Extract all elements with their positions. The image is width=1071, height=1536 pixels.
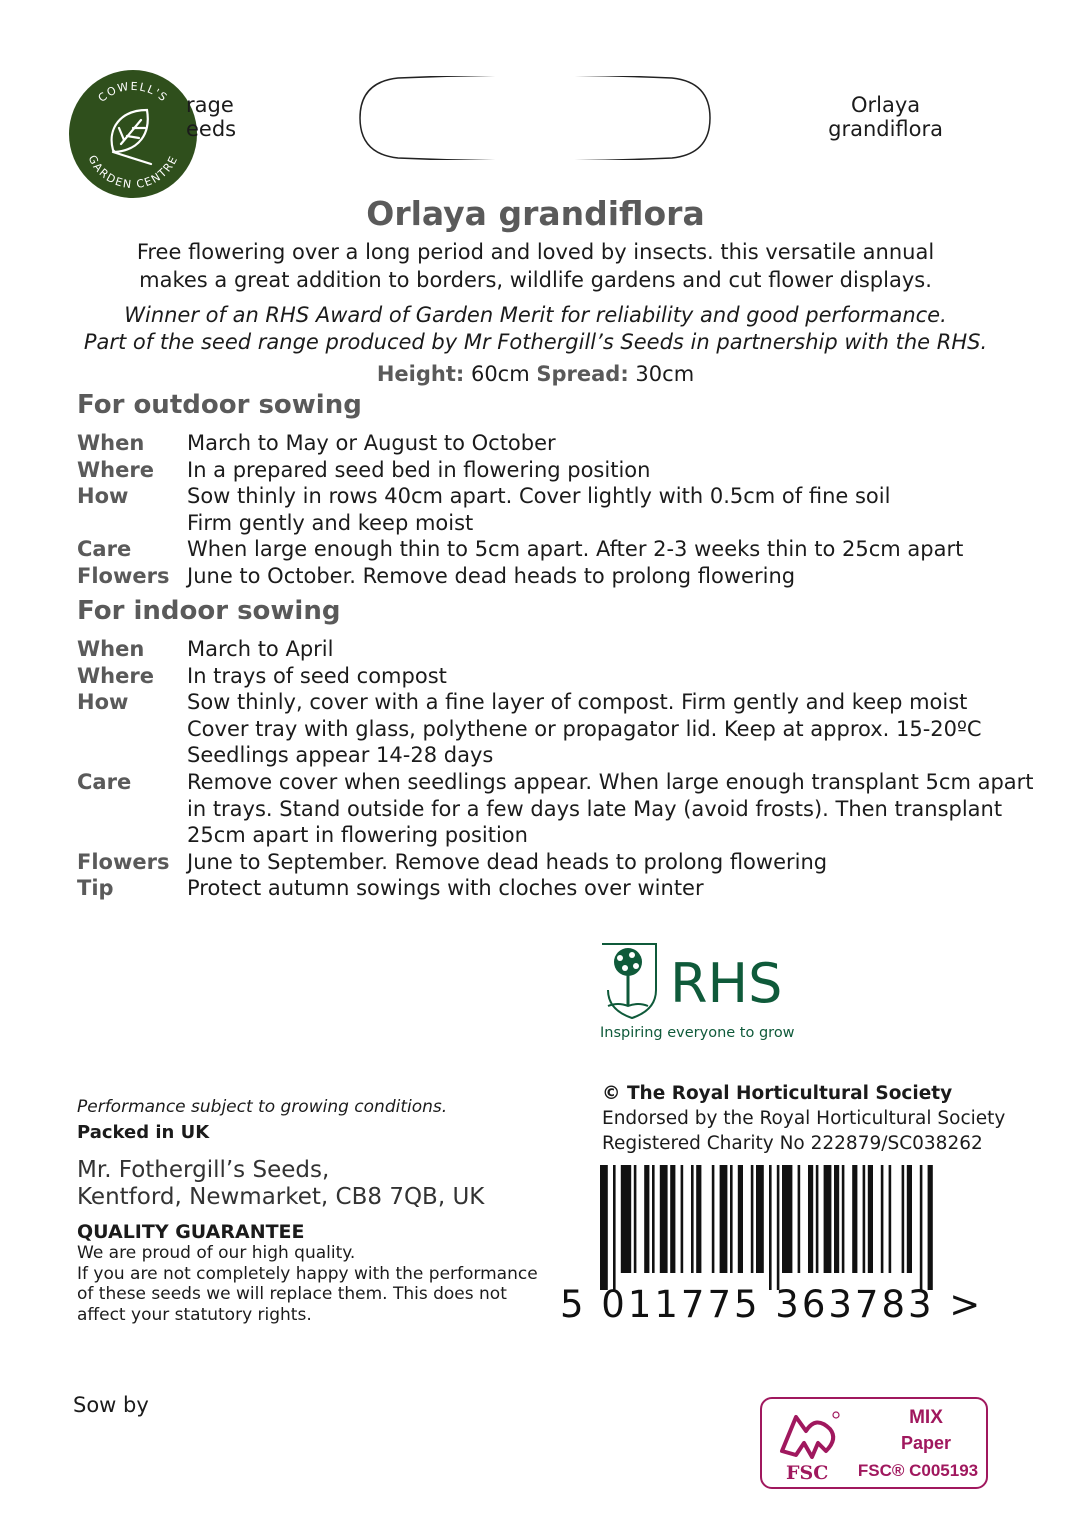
- barcode-bar: [834, 1165, 839, 1273]
- outdoor-row-where: [77, 457, 1007, 484]
- barcode-bar: [808, 1165, 813, 1273]
- outdoor-sowing-table: [77, 430, 1007, 590]
- row-label: Tip: [77, 876, 114, 901]
- product-title: Orlaya grandiflora: [366, 194, 705, 233]
- barcode-bar: [696, 1165, 701, 1273]
- rhs-logo-text: RHS: [670, 952, 783, 1015]
- address-line1: Mr. Fothergill’s Seeds,: [77, 1157, 330, 1183]
- row-label: Flowers: [77, 563, 170, 588]
- barcode-bar: [902, 1165, 905, 1273]
- row-label: Flowers: [77, 849, 170, 874]
- barcode-bar: [691, 1165, 694, 1273]
- barcode-bar: [907, 1165, 912, 1273]
- header-left-line2: eeds: [186, 117, 237, 141]
- barcode-bar: [644, 1165, 649, 1273]
- quality-line4: affect your statutory rights.: [77, 1304, 312, 1325]
- barcode-bar: [613, 1165, 616, 1290]
- badge-top-text: COWELL'S: [95, 79, 171, 105]
- product-description: [0, 238, 1071, 294]
- barcode-bar: [842, 1165, 845, 1273]
- quality-guarantee-title: QUALITY GUARANTEE: [77, 1221, 305, 1243]
- barcode: [598, 1165, 982, 1290]
- header-right-text: [828, 93, 943, 141]
- description-line1: Free flowering over a long period and loved by insects. this versatile annual: [136, 240, 935, 264]
- indoor-sowing-heading: For indoor sowing: [77, 596, 341, 626]
- barcode-bar: [824, 1165, 832, 1273]
- indoor-row-tip: [77, 875, 1007, 902]
- row-label: How: [77, 690, 129, 715]
- row-label: How: [77, 484, 129, 509]
- spread-label: Spread:: [536, 362, 629, 386]
- award-text: [0, 302, 1071, 356]
- description-line2: makes a great addition to borders, wildlife gardens and cut flower displays.: [139, 268, 932, 292]
- row-text: 25cm apart in flowering position: [187, 823, 528, 848]
- performance-note: Performance subject to growing conditions.: [77, 1097, 448, 1117]
- quality-line1: We are proud of our high quality.: [77, 1243, 356, 1263]
- row-text: In trays of seed compost: [187, 663, 447, 688]
- rhs-tree-icon: [602, 944, 656, 1018]
- quality-line2: If you are not completely happy with the performance: [77, 1263, 538, 1284]
- row-label: When: [77, 431, 145, 455]
- row-label: Where: [77, 663, 154, 688]
- row-text: in trays. Stand outside for a few days late May (avoid frosts). Then transplant: [187, 796, 1003, 821]
- row-text: March to April: [187, 637, 334, 661]
- barcode-bar: [751, 1165, 754, 1273]
- barcode-bar: [670, 1165, 675, 1273]
- award-line2: Part of the seed range produced by Mr Fothergill’s Seeds in partnership with the RHS.: [83, 330, 988, 354]
- barcode-bar: [660, 1165, 668, 1273]
- outdoor-row-when: [77, 430, 1007, 457]
- barcode-bar: [756, 1165, 764, 1273]
- row-text: In a prepared seed bed in flowering position: [187, 457, 651, 482]
- sow-by-label: Sow by: [73, 1393, 149, 1417]
- barcode-bar: [720, 1165, 728, 1273]
- barcode-bar: [868, 1165, 873, 1273]
- row-label: Care: [77, 537, 132, 562]
- row-text: Sow thinly in rows 40cm apart. Cover lightly with 0.5cm of fine soil: [187, 484, 891, 509]
- barcode-bar: [769, 1165, 772, 1290]
- indoor-row-flowers: [77, 849, 1007, 876]
- rhs-logo: [598, 940, 798, 1044]
- indoor-row-when: [77, 636, 1007, 663]
- header-left-line1: rage: [186, 93, 234, 117]
- indoor-sowing-table: [77, 636, 1034, 902]
- award-line1: Winner of an RHS Award of Garden Merit for reliability and good performance.: [124, 303, 947, 327]
- indoor-row-how: [77, 689, 1007, 769]
- fsc-mix: MIX: [909, 1407, 943, 1428]
- row-label: Care: [77, 769, 132, 794]
- indoor-row-care: [77, 769, 1034, 849]
- barcode-digits: 5 011775 363783 >: [560, 1283, 984, 1326]
- barcode-bar: [738, 1165, 743, 1273]
- barcode-bar: [621, 1165, 631, 1273]
- row-label: Where: [77, 457, 154, 482]
- row-text: Sow thinly, cover with a fine layer of compost. Firm gently and keep moist: [187, 690, 968, 715]
- height-spread: [0, 362, 1071, 386]
- fsc-code: FSC® C005193: [857, 1461, 979, 1480]
- header-right-line1: Orlaya: [850, 93, 921, 117]
- rhs-endorsed: Endorsed by the Royal Horticultural Society: [602, 1108, 1006, 1129]
- barcode-bar: [634, 1165, 637, 1273]
- rhs-tagline: Inspiring everyone to grow: [600, 1025, 795, 1041]
- row-text: June to October. Remove dead heads to prolong flowering: [187, 563, 796, 588]
- row-text: June to September. Remove dead heads to prolong flowering: [187, 849, 828, 874]
- barcode-bar: [816, 1165, 819, 1273]
- barcode-bar: [928, 1165, 933, 1290]
- row-text: Remove cover when seedlings appear. When large enough transplant 5cm apart: [187, 769, 1034, 794]
- fsc-logo-text: FSC: [786, 1462, 829, 1483]
- barcode-bar: [782, 1165, 792, 1273]
- packet-window: [358, 76, 712, 160]
- outdoor-sowing-heading: For outdoor sowing: [77, 390, 362, 420]
- row-text: Firm gently and keep moist: [187, 510, 474, 535]
- fsc-paper: Paper: [900, 1433, 952, 1453]
- height-label: Height:: [376, 362, 465, 386]
- outdoor-row-flowers: [77, 563, 1007, 590]
- barcode-bar: [681, 1165, 684, 1273]
- barcode-bar: [652, 1165, 655, 1273]
- barcode-bar: [798, 1165, 801, 1273]
- packed-in: Packed in UK: [77, 1122, 210, 1143]
- row-text: Cover tray with glass, polythene or propagator lid. Keep at approx. 15-20ºC: [187, 716, 982, 741]
- barcode-bar: [920, 1165, 923, 1290]
- indoor-row-where: [77, 663, 1007, 690]
- quality-line3: of these seeds we will replace them. This does not: [77, 1284, 507, 1304]
- row-text: March to May or August to October: [187, 431, 556, 455]
- row-text: Protect autumn sowings with cloches over winter: [187, 876, 704, 901]
- outdoor-row-how: [77, 483, 1007, 536]
- row-label: When: [77, 637, 145, 661]
- cowells-garden-centre-badge: [69, 70, 197, 198]
- barcode-bar: [881, 1165, 884, 1273]
- row-text: Seedlings appear 14-28 days: [187, 743, 494, 768]
- address: [77, 1157, 484, 1211]
- barcode-bar: [600, 1165, 608, 1290]
- barcode-bar: [712, 1165, 715, 1273]
- row-text: When large enough thin to 5cm apart. After 2-3 weeks thin to 25cm apart: [187, 537, 964, 562]
- header-right-line2: grandiflora: [828, 117, 943, 141]
- badge-bottom-text: GARDEN CENTRE: [85, 153, 181, 192]
- header-left-text: [186, 93, 236, 141]
- barcode-bar: [863, 1165, 866, 1273]
- rhs-charity: Registered Charity No 222879/SC038262: [602, 1133, 983, 1154]
- spread-value: 30cm: [635, 362, 695, 386]
- height-value: 60cm: [470, 362, 530, 386]
- quality-guarantee-text: [77, 1243, 547, 1325]
- address-line2: Kentford, Newmarket, CB8 7QB, UK: [77, 1184, 485, 1210]
- rhs-credits: [602, 1081, 1005, 1156]
- rhs-copyright: © The Royal Horticultural Society: [602, 1083, 953, 1104]
- barcode-bar: [889, 1165, 892, 1273]
- outdoor-row-care: [77, 536, 1007, 563]
- barcode-bar: [852, 1165, 857, 1273]
- barcode-bar: [777, 1165, 780, 1290]
- barcode-bar: [730, 1165, 733, 1273]
- fsc-mix-badge: [760, 1397, 988, 1489]
- fsc-tree-icon: [772, 1407, 852, 1483]
